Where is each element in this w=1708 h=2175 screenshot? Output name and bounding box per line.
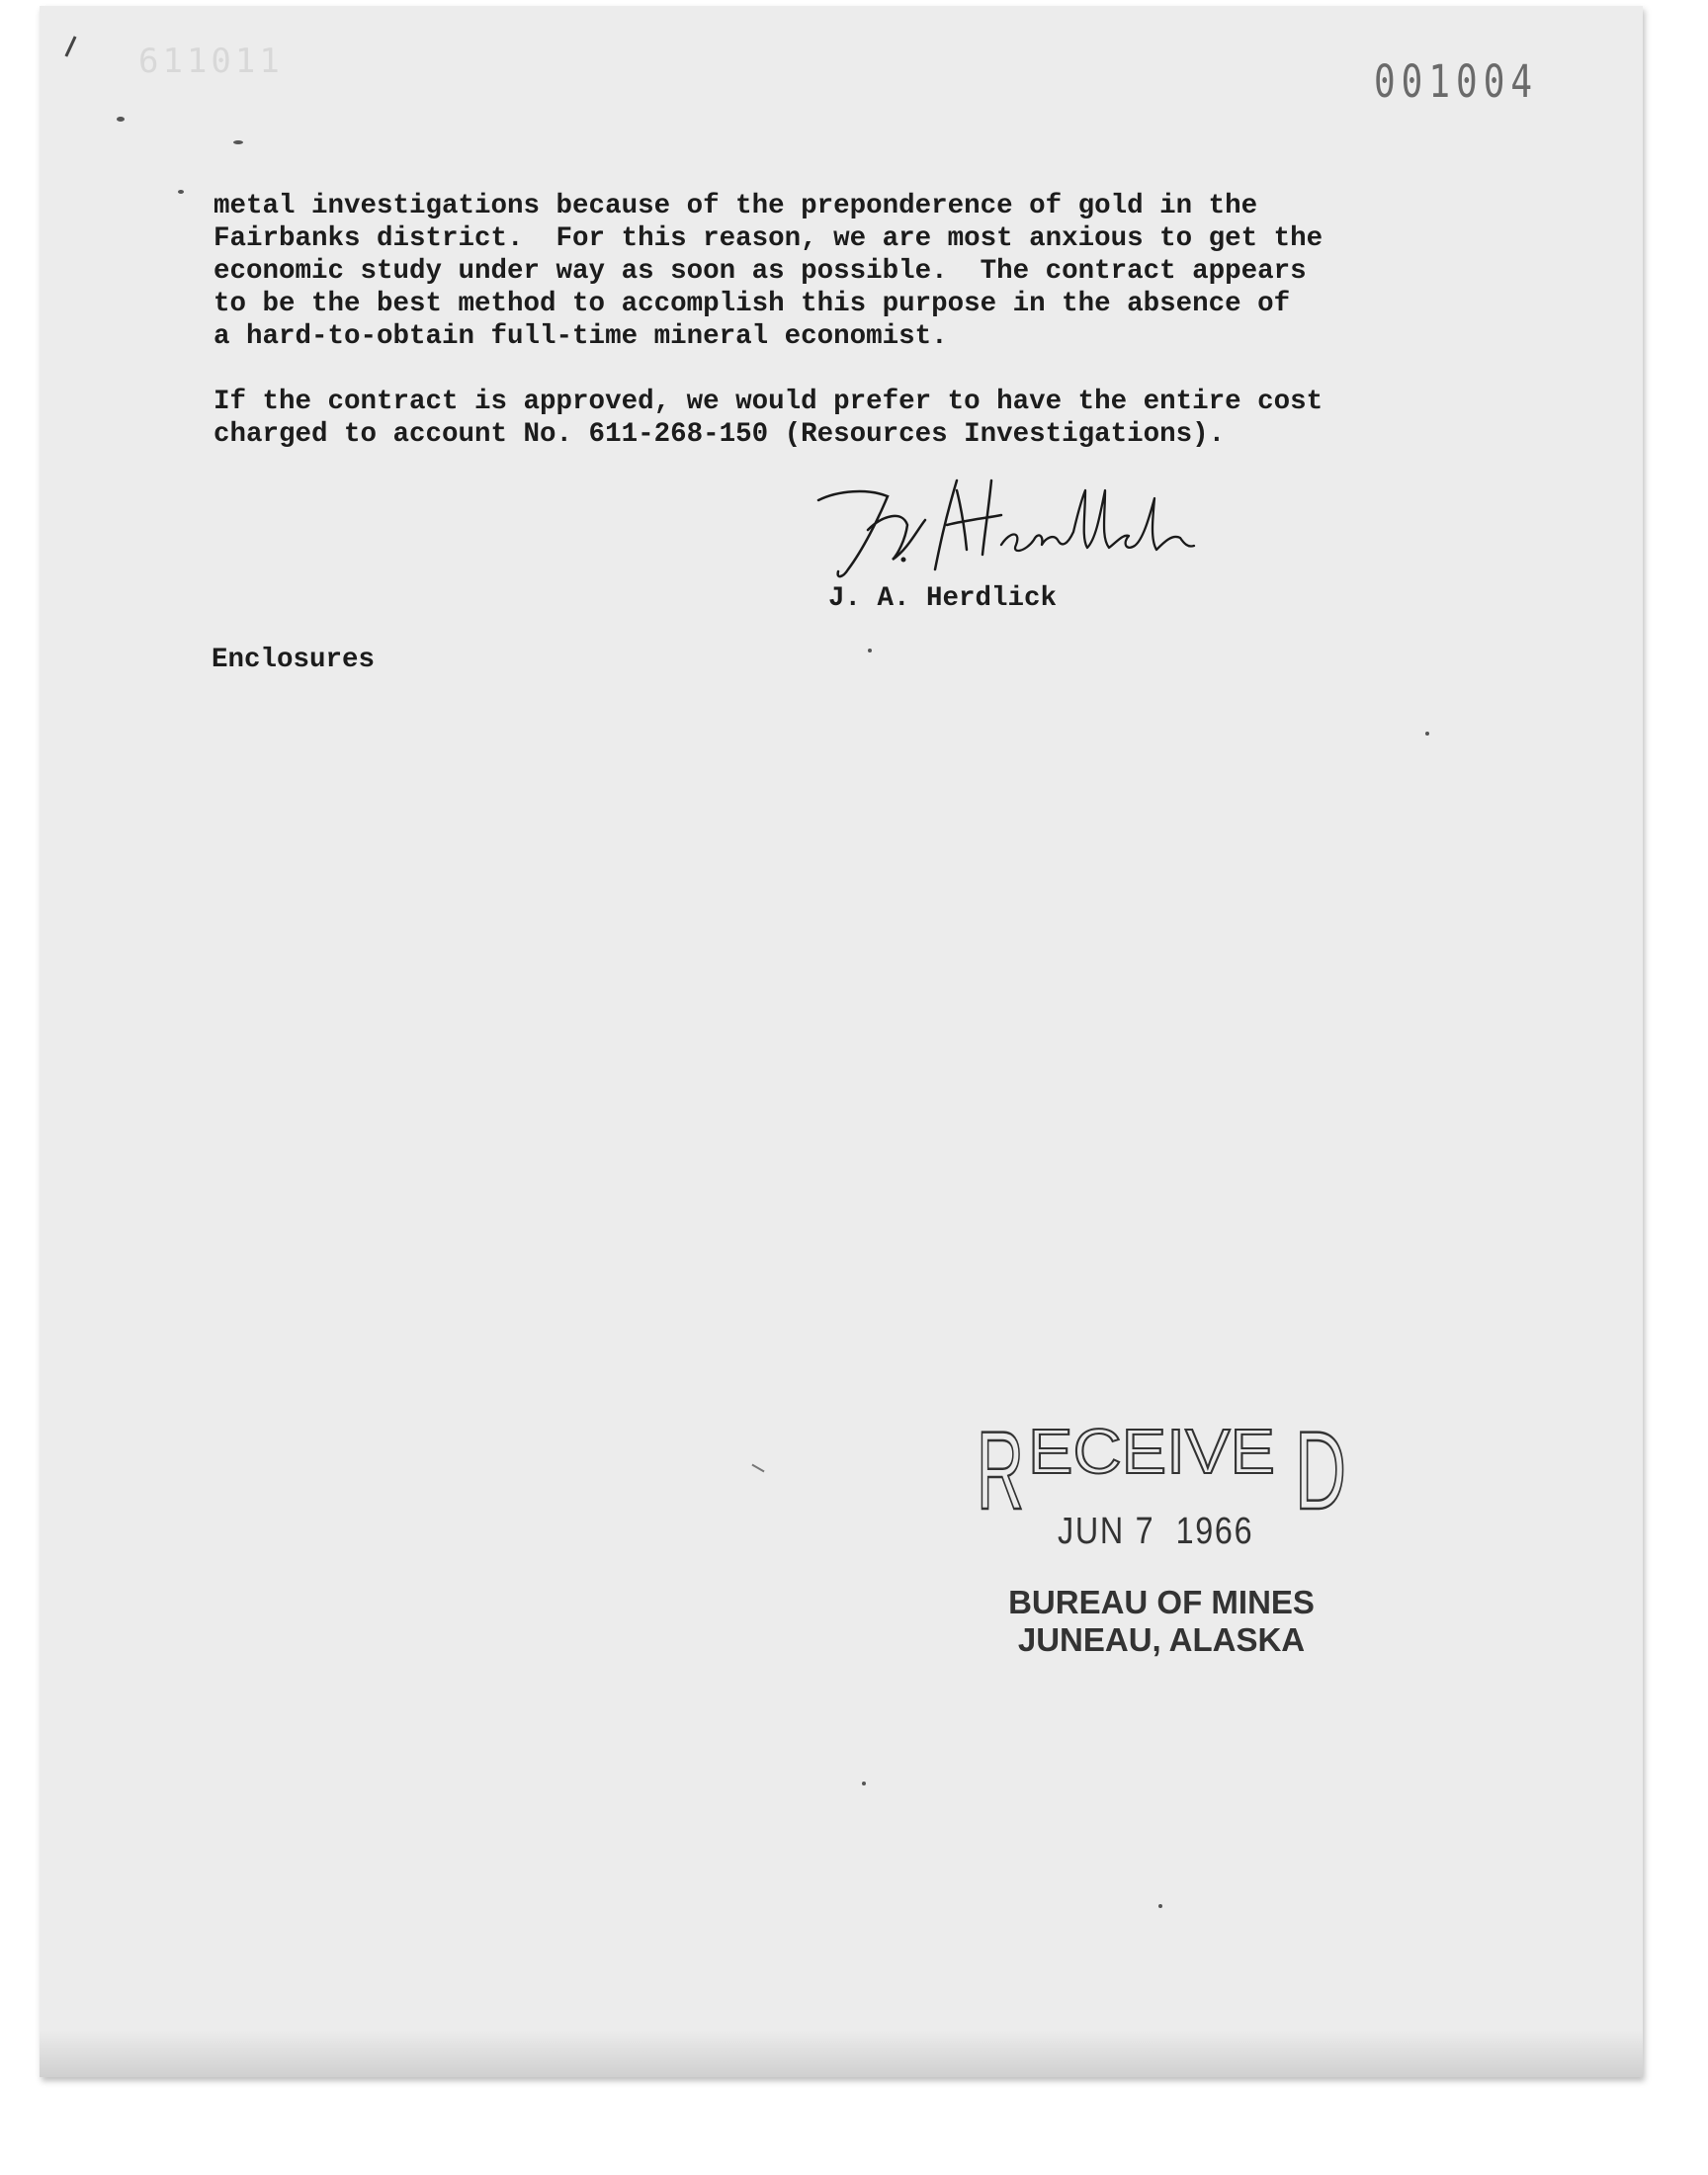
svg-text:D: D [1295,1409,1346,1532]
text-line: charged to account No. 611-268-150 (Resources Investigations). [214,419,1226,450]
body-paragraph-1 [214,190,1323,353]
svg-text:ECEIVE: ECEIVE [1028,1416,1275,1487]
scan-speck [178,190,184,194]
stamp-org-line-2: JUNEAU, ALASKA [1017,1621,1306,1658]
paper-bottom-shadow [40,2030,1643,2077]
text-line: metal investigations because of the preponderence of gold in the [214,191,1258,221]
text-line: If the contract is approved, we would prefer to have the entire cost [214,387,1324,417]
page-number: 001004 [1374,57,1539,109]
stamp-org-line-1: BUREAU OF MINES [1008,1584,1315,1620]
svg-text:R: R [977,1409,1024,1532]
text-line: Fairbanks district. For this reason, we are most anxious to get the [214,223,1324,254]
scan-speck [862,1782,866,1785]
stamp-date: JUN 7 1966 [1058,1511,1254,1552]
scan-speck [233,140,243,144]
scan-speck [868,649,872,652]
stamp-organization [964,1584,1359,1659]
text-line: to be the best method to accomplish this purpose in the absence of [214,289,1291,319]
enclosures-label: Enclosures [212,645,376,675]
scan-speck [1158,1904,1162,1908]
scan-speck [117,117,125,122]
signer-typed-name: J. A. Herdlick [828,583,1058,614]
body-paragraph-2 [214,386,1323,451]
scan-speck [1425,732,1429,736]
text-line: a hard-to-obtain full-time mineral economist. [214,321,948,352]
text-line: economic study under way as soon as possible. The contract appears [214,256,1307,287]
faint-bleedthrough-header: 611011 [138,42,284,81]
